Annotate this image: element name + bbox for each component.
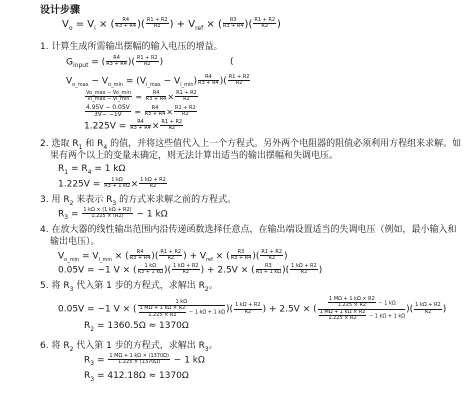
fraction	[231, 250, 252, 262]
eq-sub: 2	[90, 325, 95, 333]
frac-den: 1.225 × (1370Ω)	[118, 359, 161, 366]
substituted-equation: 1.225V = $\frac{1 k\Omega}{R3 + 1 k\Omega}$ × $\frac{1 k\Omega + R2}{R2}$	[58, 177, 166, 190]
step-number: 4.	[40, 225, 49, 235]
frac-num: 1 MΩ + 1 kΩ × R2	[319, 308, 366, 315]
frac-num: R4	[115, 18, 136, 24]
frac-den: R2	[181, 111, 189, 118]
frac-den: 1.225 × R2	[337, 302, 367, 309]
step-description: 选取 R	[51, 139, 79, 149]
fraction	[414, 303, 442, 315]
frac-den: R2	[143, 61, 151, 68]
frac-num: R4	[198, 75, 219, 81]
step-number: 6.	[40, 341, 49, 351]
frac-num: 1 kΩ + R2	[415, 302, 441, 309]
frac-num: R4	[106, 56, 127, 62]
r2-result	[84, 322, 189, 333]
vo-min-equation: $V_{o\_min} = V_{i\_min}$ × ( $\frac{R4}{R3 + R4}$ )( $\frac{R1 + R2}{R2}$ ) + $V_{ref}$ × ( $\frac{R3}{R3 + R4}$ )( $\frac{R1 + R2}{R2}$ )	[58, 249, 288, 264]
step-number: 5.	[40, 281, 49, 291]
eq-text: V	[58, 251, 65, 262]
fraction	[223, 18, 244, 30]
eq-text: =	[94, 355, 108, 366]
frac-num: 1 kΩ	[138, 264, 164, 270]
fraction	[198, 75, 219, 87]
step-description: 和 R	[82, 139, 104, 149]
frac-num: 1 kΩ × (1 kΩ + R2)	[83, 207, 132, 213]
frac-num: R4	[130, 250, 151, 256]
frac-den: R2	[168, 125, 176, 132]
step-5-text	[40, 282, 218, 293]
eq-text: ) + 2.5V × (	[262, 304, 317, 315]
eq-sub: i_max	[145, 82, 161, 89]
frac-den: R3 + R4	[145, 96, 167, 103]
r3-equation	[58, 208, 168, 221]
frac-num: 1 MΩ + 1 kΩ × (1370Ω)	[109, 353, 169, 359]
eq-sub: 3	[90, 360, 95, 368]
fraction	[136, 56, 159, 68]
fraction	[82, 208, 132, 220]
frac-num: 1 MΩ + 1 kΩ × R2	[329, 296, 375, 302]
eq-sub: ref	[206, 257, 213, 264]
frac-den: 1.225 × R2	[328, 314, 357, 321]
frac-den: R2	[300, 269, 308, 276]
frac-den: R3 + R4	[144, 111, 166, 118]
frac-den: Vi_max − Vi_min	[87, 96, 130, 103]
step-description: 将 R	[51, 281, 70, 291]
eq-text: ) + V	[169, 18, 196, 30]
step-number: 1.	[40, 42, 49, 52]
eq-text: )	[318, 265, 323, 276]
step-description: 用 R	[51, 195, 70, 205]
fraction	[234, 303, 262, 315]
frac-num: R4	[130, 120, 151, 126]
eq-sub: o_min	[64, 257, 80, 264]
eq-text: R	[84, 371, 91, 381]
step-1-text	[40, 43, 222, 52]
eq-text: = V	[79, 251, 99, 262]
frac-num	[318, 297, 406, 310]
fraction	[159, 250, 182, 262]
frac-den: R2	[261, 23, 269, 30]
fraction	[130, 250, 151, 262]
fraction	[172, 264, 200, 276]
eq-text: 1370Ω	[159, 321, 189, 331]
eq-text: × (	[95, 18, 115, 30]
eq-text: 1.225V =	[84, 121, 130, 132]
eq-text: R	[58, 164, 65, 174]
step-description: 代入第 1 步的方程式，求解出 R	[73, 341, 205, 351]
frac-num: R1 + R2	[261, 249, 283, 255]
frac-num: R4	[145, 106, 166, 112]
eq-sub: 1	[78, 143, 83, 151]
eq-sub: 4	[87, 168, 92, 176]
step-3-text	[40, 196, 236, 207]
frac-num: R1 + R2	[160, 249, 182, 255]
eq-sub: 3	[69, 285, 74, 293]
eq-text: − V	[160, 76, 181, 87]
fraction	[104, 178, 130, 190]
eq-sub: 4	[103, 143, 108, 151]
frac-den: R2	[153, 23, 161, 30]
eq-text: 0.05V = −1 V × (	[58, 265, 137, 276]
frac-num: R4	[146, 91, 167, 97]
step-6-text	[40, 342, 218, 353]
step-description: 。	[208, 341, 218, 351]
fraction	[256, 264, 282, 276]
fraction	[138, 300, 226, 318]
page-title: 设计步骤	[40, 5, 80, 16]
fraction	[130, 120, 151, 132]
eq-sub: i_min	[98, 257, 112, 264]
frac-num: 1 kΩ	[138, 300, 226, 306]
fraction	[146, 18, 169, 30]
step-4-line-2: 输出电压）。	[50, 237, 100, 247]
step-description: 的值，并将这些值代入上一个方程式。另外两个电阻器的阻值必须利用方程组来求解。如	[107, 139, 462, 149]
frac-num: 1 kΩ + R2	[235, 302, 261, 309]
frac-num: R3	[256, 264, 282, 270]
eq-text: = R	[68, 164, 88, 174]
eq-text: − 1 kΩ + 1 kΩ	[187, 309, 226, 316]
step-description: 来表示 R	[73, 195, 113, 205]
frac-den: 1.225 × (R2)	[91, 213, 124, 220]
fraction	[290, 264, 318, 276]
step-number: 3.	[40, 195, 49, 205]
main-equation: $V_o = V_i$ × ( $\frac{R4}{R3 + R4}$ )( $\frac{R1 + R2}{R2}$ ) + $V_{ref}$ × ( $\frac{R3}{R3 + R4}$ )( $\frac{R1 + R2}{R2}$ )	[62, 17, 281, 32]
gain-equation: $G_{input}$ = ( $\frac{R4}{R3 + R4}$ )( $\frac{R1 + R2}{R2}$ )	[66, 55, 164, 70]
frac-den	[318, 310, 406, 322]
eq-text: = (V	[123, 76, 146, 87]
values-row: $\frac{4.95V - 0.05V}{3V- -1V}$ = $\frac{R4}{R3 + R4}$ × $\frac{R1 + R2}{R2}$	[86, 104, 196, 119]
frac-den: R2	[182, 269, 190, 276]
frac-den: R3 + R4	[130, 125, 151, 132]
eq-text: = 1360.5Ω ≈	[94, 321, 159, 331]
eq-sub: 2	[69, 345, 74, 353]
frac-den: R2	[235, 80, 243, 87]
fraction	[108, 354, 170, 366]
eq-sub: input	[72, 62, 89, 70]
frac-num: Vo_max − Vo_min	[86, 90, 131, 96]
fraction	[318, 297, 406, 321]
fraction	[85, 91, 132, 103]
frac-num: R1 + R2	[176, 90, 197, 96]
gain-paren: (	[230, 57, 234, 67]
eq-sub: o	[68, 24, 73, 32]
fraction	[106, 56, 127, 68]
eq-text: R	[84, 355, 91, 366]
eq-sub: 3	[112, 199, 117, 207]
swing-equation: $V_{o\_max} - V_{o\_min} = (V_{i\_max} - V_{i\_min})$ $\frac{R4}{R3 + R4}$ )( $\frac{R1 + R2}{R2}$	[66, 74, 250, 89]
frac-den: R2	[244, 308, 252, 315]
step-2-line-1	[40, 140, 461, 151]
frac-den: R2	[268, 255, 276, 262]
r1-equals-r4	[58, 165, 125, 176]
r3-result	[84, 372, 189, 383]
frac-den: R2	[167, 255, 175, 262]
fraction	[139, 306, 187, 318]
step-2-line-2: 果有两个以上的变量未确定，则无法计算出适当的输出摆幅和失调电压。	[50, 151, 339, 161]
frac-den: R2	[183, 96, 190, 103]
frac-den: R3 + 1 kΩ	[137, 269, 164, 276]
frac-num: R1 + R2	[146, 17, 168, 23]
fraction	[146, 91, 167, 103]
ratio-row: $\frac{Vo\_\max - Vo\_\min}{Vi\_\max - Vi\_\min}$ = $\frac{R4}{R3 + R4}$ × $\frac{R1 + R2}{R2}$	[86, 90, 197, 103]
frac-den	[138, 306, 226, 318]
eq-sub: 3	[90, 375, 95, 383]
eq-sub: i	[94, 24, 96, 32]
frac-den: R3 + 1 kΩ	[104, 183, 130, 190]
eq-text: R	[58, 209, 65, 220]
eq-text: × (	[203, 18, 222, 30]
eq-sub: o_max	[72, 82, 89, 89]
fraction	[115, 18, 136, 30]
eq-text: = 412.18Ω ≈ 1370Ω	[94, 371, 189, 381]
eq-text: R	[84, 321, 91, 331]
eq-text: − 1 kΩ	[170, 355, 205, 366]
eq-text: )	[442, 304, 447, 315]
r2-solve-equation: 0.05V = −1 V × ( 1 kΩ $\frac{1 M\Omega + 1 k\Omega \times R2}{1.225 \times R2}$ − 1 kΩ + 1 kΩ )( $\frac{1 k\Omega + R2}{R2}$ ) + 2.5V × ( $\frac{1 M\Omega + 1 k\Omega \times R2}{1.225 \times R2}$ − 1 kΩ $\frac{1 M\Omega + 1 k\Omega \times R2}{1.225 \times R2}$ − 1 kΩ + 1 kΩ )( $\frac{1 k\Omega + R2}{R2}$ )	[58, 296, 447, 321]
eq-sub: 3	[204, 345, 209, 353]
frac-den: R3 + 1 kΩ	[255, 269, 282, 276]
eq-text: V	[66, 76, 73, 87]
eq-sub: o_min	[108, 82, 124, 89]
eq-text: )	[284, 251, 288, 262]
step-description: 在放大器的线性输出范围内沿传递函数选择任意点，在输出端设置适当的失调电压（例如，最小输入和	[51, 225, 457, 235]
fraction	[328, 297, 376, 309]
eq-sub: 2	[204, 285, 209, 293]
frac-num: 1 MΩ + 1 kΩ × R2	[139, 305, 186, 312]
frac-num: 1 kΩ + R2	[291, 263, 317, 269]
fraction	[319, 310, 367, 322]
frac-den: 3V− −1V	[93, 111, 122, 119]
eq-text: ) + 2.5V × (	[200, 265, 255, 276]
eq-text: × (	[212, 251, 230, 262]
step-description: 将 R	[51, 341, 70, 351]
frac-den: R2	[149, 183, 157, 190]
eq-sub: 3	[64, 214, 69, 222]
frac-num: R3	[231, 250, 252, 256]
eq-text: 1.225V =	[58, 179, 104, 190]
eq-text: = 1 kΩ	[91, 164, 126, 174]
eq-text: 0.05V = −1 V × (	[58, 304, 137, 315]
frac-num: 1 kΩ + R2	[173, 263, 199, 269]
step-description: 计算生成所需输出摆幅的输入电压的增益。	[51, 42, 223, 52]
step-description: 。	[208, 281, 218, 291]
eq-sub: i_min	[180, 82, 194, 89]
eq-text: ) + V	[183, 251, 207, 262]
fraction	[160, 120, 183, 132]
vo-min-substituted: 0.05V = −1 V × ( $\frac{1 k\Omega}{R3 + 1 k\Omega}$ )( $\frac{1 k\Omega + R2}{R2}$ ) + 2.5V × ( $\frac{R3}{R3 + 1 k\Omega}$ )( $\frac{1 k\Omega + R2}{R2}$ )	[58, 263, 323, 276]
eq-text: × (	[111, 251, 129, 262]
frac-den: R3 + R4	[129, 255, 151, 262]
result-row: 1.225V = $\frac{R4}{R3 + R4}$ × $\frac{R1 + R2}{R2}$	[84, 119, 183, 132]
fraction	[174, 106, 197, 118]
frac-den: R3 + R4	[106, 61, 127, 68]
eq-text: )	[277, 18, 281, 30]
eq-text: − 1 kΩ	[376, 300, 396, 307]
fraction	[85, 105, 131, 119]
eq-text: = (	[88, 57, 106, 68]
eq-text: − 1 kΩ	[133, 209, 168, 220]
eq-text: V	[62, 18, 69, 30]
eq-text: G	[66, 57, 73, 68]
frac-num: 1 kΩ + R2	[140, 177, 166, 183]
step-description: 的方式来求解之前的方程式。	[116, 195, 237, 205]
eq-text: = V	[72, 18, 95, 30]
frac-den: R3 + R4	[222, 23, 244, 30]
frac-num: 1 kΩ	[104, 178, 130, 184]
eq-text: − V	[88, 76, 109, 87]
step-4-line-1	[40, 226, 456, 235]
eq-text: − 1 kΩ + 1 kΩ	[367, 312, 406, 319]
r3-solve-equation	[84, 354, 205, 367]
eq-text: )	[193, 76, 198, 87]
frac-num: 4.95V − 0.05V	[86, 104, 130, 111]
frac-num: R1 + R2	[161, 119, 183, 125]
fraction	[139, 178, 167, 190]
frac-num: R1 + R2	[174, 105, 196, 112]
frac-den: 1.225 × R2	[148, 311, 177, 318]
eq-sub: ref	[195, 24, 204, 32]
fraction	[228, 75, 251, 87]
fraction	[138, 264, 164, 276]
fraction	[175, 91, 198, 103]
frac-num: R1 + R2	[254, 17, 276, 23]
step-description: 代入第 1 步的方程式，求解出 R	[73, 281, 205, 291]
eq-sub: 1	[64, 168, 69, 176]
frac-den: R3 + R4	[230, 255, 252, 262]
frac-num: R3	[223, 18, 244, 24]
fraction	[260, 250, 283, 262]
eq-text: )	[159, 57, 164, 68]
eq-sub: 2	[69, 199, 74, 207]
fraction	[145, 106, 166, 118]
eq-text: =	[68, 209, 82, 220]
frac-den: R2	[424, 308, 432, 315]
frac-num: R1 + R2	[228, 74, 250, 80]
frac-den: R3 + R4	[115, 23, 137, 30]
step-number: 2.	[40, 139, 49, 149]
frac-den: R3 + R4	[198, 80, 219, 87]
frac-num: R1 + R2	[136, 55, 158, 61]
fraction	[253, 18, 276, 30]
